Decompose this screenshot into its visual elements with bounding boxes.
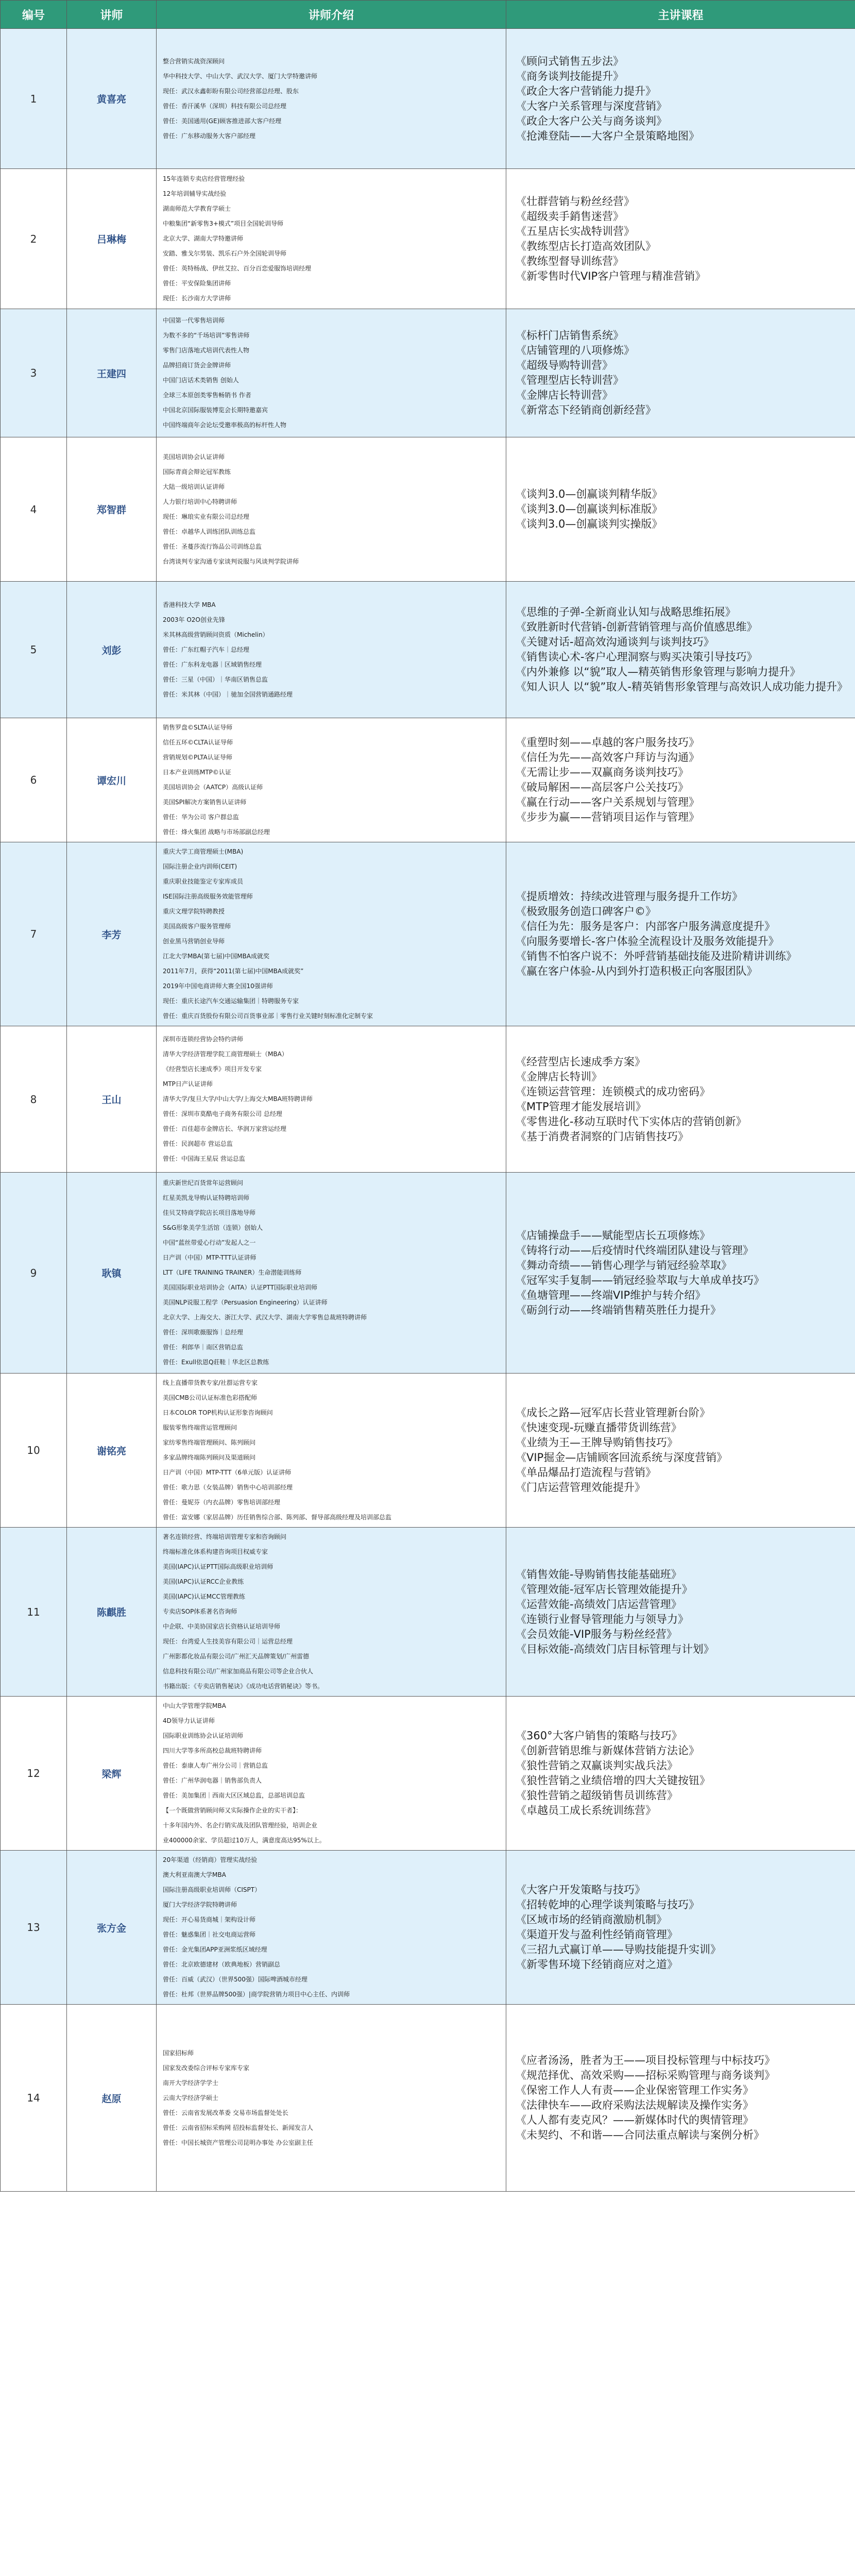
course-item: 《狼性营销之业绩倍增的四大关键按钮》 [516,1774,710,1787]
course-item: 《保密工作人人有责——企业保密管理工作实务》 [516,2084,754,2096]
intro-line: 曾任：烽火集团 战略与市场部副总经理 [163,828,270,836]
course-item: 《壮群营销与粉丝经营》 [516,195,635,208]
intro-line: 中国北京国际服装博览会长期特邀嘉宾 [163,406,268,414]
teacher-intro [157,582,506,718]
course-item: 《销售读心术-客户心理洞察与购买决策引导技巧》 [516,651,758,663]
intro-line: 曾任：利郎华｜南区营销总监 [163,1344,244,1351]
intro-line: 家纺零售终端管理顾问、陈列顾问 [163,1439,256,1446]
intro-line: ISE国际注册高级服务效能管理师 [163,893,253,900]
header-row [1,1,855,29]
intro-line: 清华大学/复旦大学/中山大学/上海交大MBA班特聘讲师 [163,1095,313,1103]
teacher-name: 陈麒胜 [67,1528,157,1697]
intro-line: 曾任：英特杨战、伊丝艾拉、百分百恋爱服饰培训经理 [163,265,312,272]
intro-line: 日本COLOR TOP机构认证形象咨询顾问 [163,1409,273,1416]
course-item: 《业绩为王—王牌导购销售技巧》 [516,1436,678,1449]
course-item: 《金牌店长特训》 [516,1070,602,1083]
table-row [1,1173,855,1374]
intro-line: 国际职业训练协会认证培训师 [163,1732,244,1739]
course-item: 《零售进化-移动互联时代下实体店的营销创新》 [516,1115,747,1128]
course-list [506,718,855,842]
course-item: 《超级卖手銷售迷营》 [516,210,624,223]
intro-line: 曾任：云南省发展改革委 交易市场监督处处长 [163,2109,288,2116]
teacher-intro [157,718,506,842]
row-number: 2 [1,169,67,309]
intro-line: 曾任：香汗溪华（深圳）科技有限公司总经理 [163,102,287,110]
intro-line: 20年渠道（经销商）管理实战经验 [163,1856,258,1863]
row-number: 6 [1,718,67,842]
course-item: 《思维的子弹-全新商业认知与战略思维拓展》 [516,606,736,618]
intro-line: 2019年中国电商讲师大赛全国10强讲师 [163,982,273,990]
teacher-name: 黄喜亮 [67,29,157,169]
course-item: 《谈判3.0—创赢谈判精华版》 [516,488,663,500]
intro-line: 曾任：北京欧德建材（欧典地板）营销副总 [163,1961,281,1968]
course-item: 《砺剑行动——终端销售精英胜任力提升》 [516,1303,721,1316]
intro-line: 清华大学经济管理学院工商管理硕士（MBA） [163,1050,288,1058]
intro-line: 服装零售终端营运管理顾问 [163,1424,237,1431]
intro-line: 营销规划©PLTA认证导师 [163,754,232,761]
course-item: 《教练型店长打造高效团队》 [516,240,656,252]
intro-line: 曾任：华为公司 客户群总监 [163,814,239,821]
intro-line: S&G形象美学生活馆（连锁）创始人 [163,1224,263,1231]
intro-line: 深圳市连锁经营协会特约讲师 [163,1036,244,1043]
intro-line: 创业黑马营销创业导师 [163,938,225,945]
intro-line: 专卖店SOP体系著名咨询师 [163,1608,237,1615]
course-item: 《大客户关系管理与深度营销》 [516,99,667,112]
intro-line: 品牌招商订货会金牌讲师 [163,362,231,369]
teacher-intro [157,1173,506,1374]
course-item: 《管理效能-冠军店长管理效能提升》 [516,1583,693,1596]
course-item: 《MTP管理才能发展培训》 [516,1100,646,1113]
intro-line: 现任：长沙南方大学讲师 [163,295,231,302]
intro-line: 15年连锁专卖店经营管理经验 [163,175,245,182]
table-row [1,169,855,309]
course-item: 《未契约、不和谐——合同法重点解读与案例分析》 [516,2129,764,2141]
intro-line: 曾任：深圳市莫酷电子商务有限公司 总经理 [163,1110,282,1117]
course-item: 《向服务要增长-客户体验全流程设计及服务效能提升》 [516,935,779,947]
intro-line: 国际青商会辩论冠军教练 [163,468,231,476]
course-list [506,309,855,437]
intro-line: 重庆职业技能鉴定专家库成员 [163,878,244,885]
table-row [1,1374,855,1528]
course-item: 《金牌店长特训营》 [516,389,613,401]
course-item: 《谈判3.0—创赢谈判实操版》 [516,518,663,530]
teacher-name: 吕琳梅 [67,169,157,309]
intro-line: 曾任：百佳超市金牌店长、华润万家营运经理 [163,1125,287,1132]
course-item: 《基于消费者洞察的门店销售技巧》 [516,1130,689,1143]
intro-line: 《经营型店长速成季》项目开发专家 [163,1065,262,1073]
course-item: 《创新营销思维与新媒体营销方法论》 [516,1744,699,1757]
teacher-name: 刘彭 [67,582,157,718]
course-item: 《商务谈判技能提升》 [516,70,624,82]
intro-line: 美国(IAPC)认证RCC企业教练 [163,1578,244,1585]
course-item: 《关键对话-超高效沟通谈判与谈判技巧》 [516,636,714,648]
table-row [1,1851,855,2005]
intro-line: 曾任：中国海王星辰 营运总监 [163,1155,245,1162]
intro-line: 四川大学等多所高校总裁班特聘讲师 [163,1747,262,1754]
intro-line: 澳大利亚南澳大学MBA [163,1871,226,1878]
course-item: 《销售不怕客户说不：外呼营销基础技能及进阶精讲训练》 [516,950,797,962]
intro-line: 人力银行培训中心特聘讲师 [163,498,237,505]
course-item: 《知人识人 以“貌”取人-精英销售形象管理与高效识人成功能力提升》 [516,681,848,693]
teacher-name: 张方金 [67,1851,157,2005]
course-item: 《冠军实手复制——销冠经验萃取与大单成单技巧》 [516,1274,764,1286]
course-item: 《无需让步——双赢商务谈判技巧》 [516,766,689,778]
course-list [506,437,855,582]
teacher-name: 谢铭亮 [67,1374,157,1528]
teacher-name: 梁辉 [67,1697,157,1851]
intro-line: 曾任：云南省招标采购网 招投标监督处长、新闻发言人 [163,2124,313,2131]
course-list [506,2005,855,2192]
table-row [1,1026,855,1173]
intro-line: 米其林高级营销顾问资质（Michelin） [163,631,269,638]
intro-line: 曾任：广东移动服务大客户部经理 [163,132,256,140]
teacher-intro [157,1528,506,1697]
course-item: 《五星店长实战特训营》 [516,225,635,238]
intro-line: 江北大学MBA(第七届)中国MBA成就奖 [163,953,269,960]
course-item: 《成长之路—冠军店长营业管理新台阶》 [516,1406,710,1419]
table-row [1,1697,855,1851]
course-list [506,29,855,169]
course-item: 《狼性营销之双赢谈判实战兵法》 [516,1759,678,1772]
intro-line: 曾任：百威（武汉）（世界500强）国际啤酒城市经理 [163,1976,307,1983]
intro-line: 美国培训协会（AATCP）高级认证师 [163,784,263,791]
intro-line: 业400000余家、学员超过10万人，满意度高达95%以上。 [163,1837,326,1844]
row-number: 1 [1,29,67,169]
course-list [506,582,855,718]
intro-line: 曾任：三星（中国）｜华南区销售总监 [163,675,268,683]
row-number: 4 [1,437,67,582]
course-item: 《连锁行业督导管理能力与领导力》 [516,1613,689,1625]
intro-line: 曾任：卓越华人训练团队训练总监 [163,528,256,535]
intro-line: 佳贝艾特商学院店长项目落地导师 [163,1209,256,1216]
intro-line: 曾任：泰康人寿广州分公司｜营销总监 [163,1762,268,1769]
intro-line: 销售罗盘©SLTA认证导师 [163,724,233,731]
course-item: 《店铺管理的八项修炼》 [516,344,635,357]
teacher-intro [157,1697,506,1851]
intro-line: 中企联、中美协国家店长资格认证培训导师 [163,1623,281,1630]
intro-line: 曾任：美加集团｜西南大区区域总监，总部培训总监 [163,1792,305,1799]
course-item: 《抢滩登陆——大客户全景策略地图》 [516,129,699,142]
course-item: 《360°大客户销售的策略与技巧》 [516,1730,682,1742]
course-item: 《快速变现-玩赚直播带货训练营》 [516,1421,682,1434]
course-item: 《教练型督导训练营》 [516,255,624,267]
teacher-intro [157,1851,506,2005]
row-number: 9 [1,1173,67,1374]
course-item: 《运营效能-高绩效门店运营管理》 [516,1598,682,1611]
course-item: 《内外兼修 以“貌”取人—精英销售形象管理与影响力提升》 [516,666,801,678]
intro-line: 2003年 O2O创业先锋 [163,616,225,623]
course-item: 《重塑时刻——卓越的客户服务技巧》 [516,736,699,749]
table-row [1,842,855,1026]
intro-line: 北京大学、上海交大、浙江大学、武汉大学、湖南大学零售总裁班特聘讲师 [163,1314,367,1321]
course-item: 《区域市场的经销商激励机制》 [516,1913,667,1926]
header-intro: 讲师介绍 [157,1,506,29]
intro-line: 美国国际职业培训协会（AITA）认证PTT国际职业培训师 [163,1284,318,1291]
row-number: 5 [1,582,67,718]
course-item: 《三招九式赢订单——导购技能提升实训》 [516,1943,721,1956]
course-item: 《狼性营销之超级销售员训练营》 [516,1789,678,1802]
course-item: 《超级导购特训营》 [516,359,613,371]
intro-line: 曾任：民润超市 营运总监 [163,1140,233,1147]
intro-line: 曾任：金光集团APP亚洲浆纸区域经理 [163,1946,267,1953]
intro-line: 大陆一级培训认证讲师 [163,483,225,490]
course-item: 《管理型店长特训营》 [516,374,624,386]
teacher-intro [157,169,506,309]
intro-line: 多家品牌终端陈列顾问及渠道顾问 [163,1454,256,1461]
row-number: 8 [1,1026,67,1173]
intro-line: 日产训（中国）MTP-TTT认证讲师 [163,1254,256,1261]
course-item: 《舞动奇绩——销售心理学与销冠经验萃取》 [516,1259,732,1272]
intro-line: 曾任：美国通用(GE)顾客推进部大客户经理 [163,117,282,125]
table-row [1,437,855,582]
teacher-name: 郑智群 [67,437,157,582]
course-item: 《标杆门店销售系统》 [516,329,624,342]
intro-line: 安踏、雅戈尔男装、凯乐石户外全国轮训导师 [163,250,287,257]
course-item: 《渠道开发与盈利性经销商管理》 [516,1928,678,1941]
course-list [506,1173,855,1374]
intro-line: 美国NLP说服工程学（Persuasion Engineering）认证讲师 [163,1299,328,1306]
intro-line: 十多年国内外、名企行销实战及团队管理经验，培训企业 [163,1822,318,1829]
course-item: 《极致服务创造口碑客户©》 [516,905,656,918]
intro-line: 曾任：广东红帽子汽车｜总经理 [163,646,250,653]
intro-line: 国际注册企业内训师(CEIT) [163,863,237,870]
intro-line: 美国(IAPC)认证PTT国际高级职业培训师 [163,1563,273,1570]
course-item: 《店铺操盘手——赋能型店长五项修炼》 [516,1229,710,1242]
teacher-name: 王山 [67,1026,157,1173]
course-item: 《顾问式销售五步法》 [516,55,624,67]
course-item: 《招转乾坤的心理学谈判策略与技巧》 [516,1899,699,1911]
intro-line: 现任：武汉永鑫彰盼有限公司经营部总经理、股东 [163,87,299,95]
course-item: 《步步为赢——营销项目运作与管理》 [516,811,699,823]
intro-line: 日产训（中国）MTP-TTT（6单元版）认证讲师 [163,1469,292,1476]
table-row [1,309,855,437]
course-item: 《信任为先——高效客户拜访与沟通》 [516,751,699,764]
intro-line: 国际注册高级职业培训师（CISPT） [163,1886,261,1893]
intro-line: 为数不多的“千场培训”零售讲师 [163,332,250,339]
row-number: 12 [1,1697,67,1851]
intro-line: 曾任：广州华润电器｜销售部负责人 [163,1777,262,1784]
intro-line: 曾任：魅惑集团｜社交电商运营师 [163,1931,256,1938]
course-item: 《人人都有麦克风？——新媒体时代的舆情管理》 [516,2114,754,2126]
intro-line: 曾任：广东科龙电器｜区域销售经理 [163,660,262,668]
intro-line: 书籍出版：《专卖店销售秘诀》《成功电话营销秘诀》等书。 [163,1683,324,1690]
intro-line: 曾任：平安保险集团讲师 [163,280,231,287]
intro-line: 中国门店话术类销售 创始人 [163,377,239,384]
course-item: 《应者汤汤，胜者为王——项目投标管理与中标技巧》 [516,2054,775,2066]
intro-line: 现任：开心易货商城｜架构设计师 [163,1916,256,1923]
intro-line: 云南大学经济学硕士 [163,2094,219,2102]
intro-line: 南开大学经济学学士 [163,2079,219,2087]
intro-line: 美国CMB公司认证标准色彩搭配师 [163,1394,257,1401]
course-item: 《提质增效：持续改进管理与服务提升工作坊》 [516,890,743,903]
intro-line: LTT（LIFE TRAINING TRAINER）生命潜能训练师 [163,1269,302,1276]
intro-line: 中国第一代零售培训师 [163,317,225,324]
course-item: 《赢在客户体验-从内到外打造积极正向客服团队》 [516,965,758,977]
intro-line: 曾任：圣蔓莎流行饰品公司训练总监 [163,543,262,550]
intro-line: 湖南师范大学教育学硕士 [163,205,231,212]
intro-line: 2011年7月，获得“2011(第七届)中国MBA成就奖” [163,968,304,975]
course-item: 《规范择优、高效采购——招标采购管理与商务谈判》 [516,2069,775,2081]
intro-line: MTP日产认证讲师 [163,1080,213,1088]
course-item: 《铸将行动——后疫情时代终端团队建设与管理》 [516,1244,754,1257]
course-item: 《新零售时代VIP客户管理与精准营销》 [516,269,706,282]
intro-line: 现任：琳琅实业有限公司总经理 [163,513,250,520]
course-item: 《政企大客户营销能力提升》 [516,84,656,97]
intro-line: 中国“蓝丝带爱心行动”发起人之一 [163,1239,256,1246]
course-item: 《新零售环境下经销商应对之道》 [516,1958,678,1971]
intro-line: 重庆新世纪百货常年运营顾问 [163,1179,244,1187]
course-item: 《VIP掘金—店铺顾客回流系统与深度营销》 [516,1451,728,1464]
intro-line: 香港科技大学 MBA [163,601,216,608]
intro-line: 美国高级客户服务管理师 [163,923,231,930]
table-row [1,582,855,718]
course-item: 《门店运营管理效能提升》 [516,1481,645,1494]
table-body [1,29,855,2192]
table-row [1,2005,855,2192]
intro-line: 曾任：深圳歌薇服饰｜总经理 [163,1329,244,1336]
course-item: 《会员效能-VIP服务与粉丝经营》 [516,1628,677,1640]
intro-line: 终端标准化体系构建咨询项目权威专家 [163,1548,268,1555]
course-item: 《销售效能-导购销售技能基础班》 [516,1568,682,1581]
intro-line: 国家招标师 [163,2049,194,2057]
table-row [1,1528,855,1697]
row-number: 11 [1,1528,67,1697]
intro-line: 曾任：中国长城资产管理公司昆明办事处 办公室副主任 [163,2139,313,2146]
teacher-intro [157,2005,506,2192]
row-number: 3 [1,309,67,437]
table-row [1,29,855,169]
course-list [506,842,855,1026]
intro-line: 美国SPI解决方案销售认证讲师 [163,799,247,806]
intro-line: 红星美凯龙导购认证特聘培训师 [163,1194,250,1201]
row-number: 7 [1,842,67,1026]
course-item: 《信任为先：服务是客户：内部客户服务满意度提升》 [516,920,775,933]
header-teacher: 讲师 [67,1,157,29]
intro-line: 广州影都化妆品有限公司/广州汇天品牌策划/广州雷德 [163,1653,310,1660]
teacher-name: 赵原 [67,2005,157,2192]
course-list [506,169,855,309]
intro-line: 曾任：曼妮芬（内衣品牌）零售培训部经理 [163,1499,281,1506]
course-item: 《大客户开发策略与技巧》 [516,1884,645,1896]
intro-line: 曾任：富安娜（家居品牌）历任销售综合部、陈列部、督导部高级经理及培训部总监 [163,1514,392,1521]
intro-line: 线上直播带货教专家/社群运营专家 [163,1379,258,1386]
teacher-intro [157,437,506,582]
header-courses: 主讲课程 [506,1,855,29]
teacher-name: 谭宏川 [67,718,157,842]
intro-line: 12年培训辅导实战经验 [163,190,227,197]
course-item: 《法律快车——政府采购法法规解读及操作实务》 [516,2099,754,2111]
intro-line: 中山大学管理学院MBA [163,1702,226,1709]
course-item: 《单品爆品打造流程与营销》 [516,1466,656,1479]
teacher-intro [157,1374,506,1528]
intro-line: 曾任：Exull依恩Q莊鞋｜华北区总教练 [163,1359,269,1366]
teacher-intro [157,29,506,169]
row-number: 14 [1,2005,67,2192]
intro-line: 华中科技大学、中山大学、武汉大学、厦门大学特邀讲师 [163,72,318,80]
course-item: 《谈判3.0—创赢谈判标准版》 [516,503,663,515]
intro-line: 重庆文理学院特聘教授 [163,908,225,915]
teacher-name: 李芳 [67,842,157,1026]
intro-line: 零售门店落地式培训代表性人物 [163,347,250,354]
course-item: 《经营型店长速成季方案》 [516,1055,645,1068]
intro-line: 厦门大学经济学院特聘讲师 [163,1901,237,1908]
intro-line: 信息科技有限公司/广州家加商品有限公司等企业合伙人 [163,1668,314,1675]
intro-line: 国家发改委综合评标专家库专家 [163,2064,250,2072]
teacher-name: 耿镇 [67,1173,157,1374]
row-number: 13 [1,1851,67,2005]
intro-line: 全球三本原创类零售畅销书 作者 [163,392,251,399]
row-number: 10 [1,1374,67,1528]
teacher-intro [157,1026,506,1173]
teacher-intro [157,842,506,1026]
course-list [506,1026,855,1173]
teacher-name: 王建四 [67,309,157,437]
course-item: 《鱼塘管理——终端VIP维护与转介绍》 [516,1289,706,1301]
course-item: 《连锁运营管理：连锁模式的成功密码》 [516,1085,710,1098]
course-item: 《政企大客户公关与商务谈判》 [516,114,667,127]
course-item: 《卓越员工成长系统训练营》 [516,1804,656,1817]
intro-line: 美国(IAPC)认证MCC管理教练 [163,1593,245,1600]
intro-line: 【一个既做营销顾问师又实际操作企业的实干者】： [163,1807,302,1814]
intro-line: 曾任：重庆百货股份有限公司百货事业部｜零售行业关键时刻标准化定制专家 [163,1012,373,1020]
intro-line: 曾任：米其林（中国）｜驰加全国营销通路经理 [163,690,293,698]
course-item: 《破局解困——高层客户公关技巧》 [516,781,689,793]
intro-line: 重庆大学工商管理硕士(MBA) [163,848,244,855]
intro-line: 日本产业训练MTP©认证 [163,769,231,776]
teacher-intro [157,309,506,437]
intro-line: 曾任：杜邦（世界品牌500强）|商学院营销力项目中心主任、内训师 [163,1991,350,1998]
course-item: 《目标效能-高绩效门店目标管理与计划》 [516,1642,714,1655]
intro-line: 北京大学、湖南大学特邀讲师 [163,235,244,242]
intro-line: 台湾谈判专家沟通专家谈判说服与风谈判学院讲师 [163,557,299,565]
intro-line: 中国终端商年会论坛受邀率极高的标杆性人物 [163,421,287,429]
course-list [506,1851,855,2005]
course-list [506,1697,855,1851]
intro-line: 曾任：歌力思（女装品牌）销售中心培训部经理 [163,1484,293,1491]
intro-line: 美国培训协会认证讲师 [163,453,225,461]
intro-line: 中粮集团“新零售3+模式”项目全国轮训导师 [163,220,284,227]
course-item: 《赢在行动——客户关系规划与管理》 [516,796,699,808]
table-row [1,718,855,842]
intro-line: 信任五环©CLTA认证导师 [163,739,233,746]
course-item: 《新常态下经销商创新经营》 [516,404,656,416]
header-number: 编号 [1,1,67,29]
intro-line: 著名连锁经营、终端培训管理专家和咨询顾问 [163,1533,287,1540]
course-item: 《致胜新时代营销-创新营销管理与高价值感思维》 [516,621,758,633]
intro-line: 现任：重庆长途汽车交通运输集团｜特聘服务专家 [163,997,299,1005]
intro-line: 4D领导力认证讲师 [163,1717,215,1724]
course-list [506,1528,855,1697]
course-list [506,1374,855,1528]
intro-line: 现任：台湾爱人生技美容有限公司｜运营总经理 [163,1638,293,1645]
intro-line: 整合营销实战资深顾问 [163,57,225,65]
